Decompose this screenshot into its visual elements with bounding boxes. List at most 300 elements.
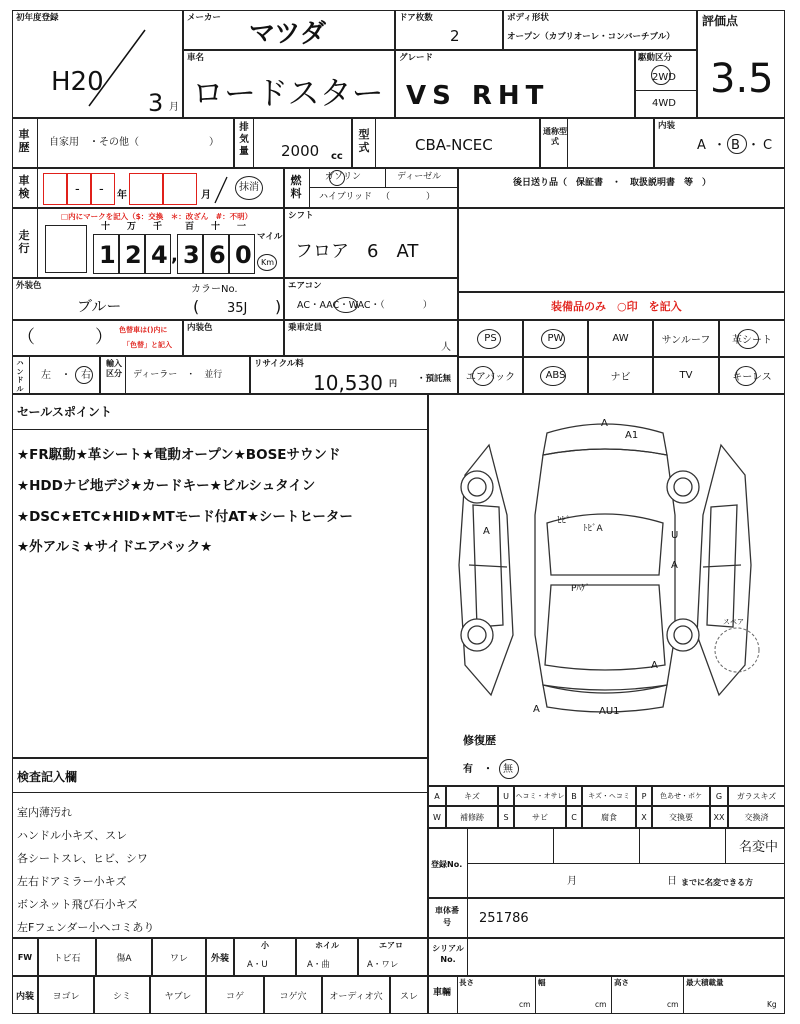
mileage-unit-mile: マイル bbox=[257, 232, 283, 242]
damage-mark-2: A1 bbox=[625, 430, 639, 441]
serial-divider bbox=[467, 939, 468, 975]
drive-2wd: 2WD bbox=[652, 72, 676, 83]
legend-p-text: 色あせ・ボケ bbox=[660, 792, 702, 800]
handle-right-circle bbox=[75, 366, 93, 384]
int-label bbox=[12, 976, 38, 1014]
legend-xx-code-text: XX bbox=[713, 812, 725, 822]
inspection-notes-cell bbox=[12, 758, 428, 938]
int-item-7 bbox=[390, 976, 428, 1014]
doors-value: 2 bbox=[450, 27, 460, 45]
interior-grade-a: A bbox=[697, 138, 706, 153]
repair-none-circle bbox=[499, 759, 519, 779]
inspection-era-box1 bbox=[43, 173, 67, 205]
inspection-month-box2 bbox=[163, 173, 197, 205]
int-item-5 bbox=[264, 976, 322, 1014]
legend-b-code bbox=[566, 786, 582, 806]
ac-label: エアコン bbox=[288, 281, 322, 291]
equip-keyless-label: キーレス bbox=[732, 372, 772, 383]
mileage-digit-6: 0 bbox=[235, 241, 252, 269]
equip-tv-label: TV bbox=[679, 370, 693, 381]
fuel-label: 燃料 bbox=[290, 174, 302, 200]
legend-g-code-text: G bbox=[715, 791, 723, 801]
mileage-digit-5: 6 bbox=[209, 241, 226, 269]
exterior-color-label: 外装色 bbox=[16, 281, 42, 291]
mileage-cell bbox=[12, 208, 284, 278]
fw-item-1-text: トビ石 bbox=[53, 953, 81, 964]
capacity-label: 乗車定員 bbox=[288, 323, 323, 333]
exterior-color-value: ブルー bbox=[77, 297, 122, 315]
recycle-deposit: ・預託無 bbox=[417, 374, 452, 384]
repair-options: 有 ・ bbox=[463, 764, 493, 775]
legend-xx-text: 交換済 bbox=[744, 812, 769, 822]
legend-a-code bbox=[428, 786, 446, 806]
mileage-digit-3: 4 bbox=[151, 241, 168, 269]
dims-height: 高さ bbox=[614, 978, 629, 987]
int-item-7-text: スレ bbox=[399, 991, 418, 1002]
ac-value: AC・AAC・WAC・（ ） bbox=[297, 300, 433, 311]
damage-mark-1: A bbox=[601, 418, 608, 429]
legend-x-code bbox=[636, 806, 652, 828]
inspection-year: 年 bbox=[117, 190, 127, 201]
legend-c bbox=[582, 806, 636, 828]
drive-divider bbox=[636, 90, 698, 91]
equip-pw-label: PW bbox=[547, 333, 564, 344]
legend-b bbox=[582, 786, 636, 806]
capacity-unit: 人 bbox=[441, 342, 451, 353]
first-reg-era: H20 bbox=[51, 67, 104, 97]
displacement-label: 排気量 bbox=[239, 122, 249, 157]
grade-value: VS RHT bbox=[406, 81, 550, 111]
int-label-text: 内装 bbox=[15, 991, 34, 1002]
body-value: オープン（カブリオーレ・コンバーチブル） bbox=[507, 32, 675, 42]
legend-a-code-text: A bbox=[434, 791, 440, 801]
history-options: 自家用 ・その他（ ） bbox=[49, 137, 219, 148]
inspection-notes-divider bbox=[13, 792, 427, 793]
mileage-km-circle bbox=[257, 254, 277, 271]
int-item-3-text: ヤブレ bbox=[164, 991, 192, 1002]
maker-cell bbox=[183, 10, 395, 50]
common-type-cell bbox=[540, 118, 654, 168]
recycle-value: 10,530 bbox=[313, 371, 383, 395]
type-divider bbox=[375, 119, 376, 167]
equip-leather-circle bbox=[737, 329, 759, 349]
equip-airbag-circle bbox=[472, 366, 494, 386]
fw-group-2-title: ホイル bbox=[315, 941, 339, 950]
equip-tv bbox=[653, 357, 719, 394]
fw-item-1 bbox=[38, 938, 96, 976]
legend-s-code-text: S bbox=[503, 812, 509, 822]
ac-cell bbox=[284, 278, 458, 320]
reg-no-sep3 bbox=[725, 829, 726, 863]
car-diagram-cell bbox=[428, 394, 785, 786]
ac-aac-circle bbox=[334, 297, 358, 313]
drive-4wd: 4WD bbox=[652, 98, 676, 109]
legend-xx bbox=[728, 806, 785, 828]
legend-xx-code bbox=[710, 806, 728, 828]
fw-item-3 bbox=[152, 938, 206, 976]
legend-s-code bbox=[498, 806, 514, 828]
equip-title: 装備品のみ ○印 を記入 bbox=[551, 300, 682, 313]
reg-no-sep2 bbox=[639, 829, 640, 863]
damage-mark-10: A bbox=[533, 704, 540, 715]
fw-group-3-value: A・ワレ bbox=[367, 960, 399, 970]
inspection-dash2: - bbox=[99, 182, 104, 197]
interior-grade-label: 内装 bbox=[658, 121, 676, 131]
legend-u-text: ヘコミ・オサレ bbox=[515, 792, 565, 800]
equip-ps-circle bbox=[477, 329, 501, 349]
common-type-divider bbox=[567, 119, 568, 167]
mileage-digit-4: 3 bbox=[183, 241, 200, 269]
legend-w-code-text: W bbox=[433, 812, 441, 822]
equip-airbag-label: エアバック bbox=[465, 372, 516, 383]
drive-label: 駆動区分 bbox=[638, 53, 673, 63]
doors-label: ドア枚数 bbox=[399, 13, 433, 23]
shift-value: フロア 6 AT bbox=[295, 241, 419, 262]
equip-leather-label: 革シート bbox=[732, 335, 772, 346]
score-value: 3.5 bbox=[710, 56, 774, 102]
inspection-slash bbox=[211, 175, 231, 205]
legend-a-text: キズ bbox=[464, 791, 480, 801]
fw-item-2 bbox=[96, 938, 152, 976]
fuel-hdivider bbox=[309, 187, 457, 188]
first-reg-cell bbox=[12, 10, 183, 118]
int-item-1-text: ヨゴレ bbox=[52, 991, 80, 1002]
import-value: ディーラー ・ 並行 bbox=[133, 370, 223, 380]
type-value: CBA-NCEC bbox=[415, 136, 493, 154]
sales-point-4: ★外アルミ★サイドエアバック★ bbox=[17, 539, 213, 555]
recycle-label: リサイクル料 bbox=[254, 359, 304, 369]
damage-mark-5: ﾄﾋﾞA bbox=[583, 524, 603, 534]
first-reg-month-unit: 月 bbox=[169, 102, 179, 113]
legend-g bbox=[728, 786, 785, 806]
fuel-diesel: ディーゼル bbox=[397, 172, 442, 182]
mileage-unit-5: 十 bbox=[211, 222, 221, 232]
grade-label: グレード bbox=[399, 53, 434, 63]
model-value: ロードスター bbox=[192, 74, 384, 112]
fw-group-1 bbox=[234, 938, 296, 976]
legend-x-code-text: X bbox=[641, 812, 647, 822]
color-change-close: ） bbox=[95, 327, 113, 348]
history-divider bbox=[37, 119, 38, 167]
int-item-3 bbox=[150, 976, 206, 1014]
fuel-divider bbox=[309, 169, 310, 207]
exterior-color-cell bbox=[12, 278, 284, 320]
body-cell bbox=[503, 10, 697, 50]
legend-w bbox=[446, 806, 498, 828]
reg-no-hdivider bbox=[467, 863, 784, 864]
legend-s-text: サビ bbox=[532, 812, 548, 822]
sales-point-2: ★HDDナビ地デジ★カードキー★ビルシュタイン bbox=[17, 478, 316, 494]
dims-height-unit: cm bbox=[667, 1000, 679, 1009]
displacement-cell bbox=[234, 118, 352, 168]
inspection-divider bbox=[37, 169, 38, 207]
mileage-unit-3: 千 bbox=[153, 222, 163, 232]
mileage-digit-1: 1 bbox=[99, 241, 116, 269]
maker-label: メーカー bbox=[187, 13, 221, 23]
equip-navi-label: ナビ bbox=[610, 372, 631, 383]
mileage-divider bbox=[37, 209, 38, 277]
inspection-month-box1 bbox=[129, 173, 163, 205]
fw-item-2-text: 傷A bbox=[116, 953, 132, 964]
import-label: 輸入区分 bbox=[106, 359, 122, 378]
maker-value: マツダ bbox=[249, 19, 326, 49]
legend-c-code-text: C bbox=[571, 812, 577, 822]
grade-cell bbox=[395, 50, 635, 118]
note-3: 各シートスレ、ヒビ、シワ bbox=[17, 852, 148, 865]
mileage-note: □内にマークを記入（$：交換 ＊：改ざん #：不明） bbox=[61, 212, 253, 221]
dims-div0 bbox=[457, 977, 458, 1013]
interior-grade-b: B bbox=[731, 138, 740, 153]
dims-width-unit: cm bbox=[595, 1000, 607, 1009]
common-type-label: 通称型式 bbox=[543, 127, 567, 146]
damage-mark-9: A bbox=[651, 660, 658, 671]
int-item-6 bbox=[322, 976, 390, 1014]
equip-keyless-circle bbox=[735, 366, 757, 386]
interior-color-label: 内装色 bbox=[187, 323, 213, 333]
equip-ps-label: PS bbox=[484, 333, 497, 344]
legend-g-text: ガラスキズ bbox=[736, 791, 777, 801]
legend-g-code bbox=[710, 786, 728, 806]
equip-pw-circle bbox=[541, 329, 565, 349]
fuel-gas-circle bbox=[329, 170, 345, 186]
int-item-2-text: シミ bbox=[112, 991, 131, 1002]
car-diagram bbox=[429, 395, 784, 725]
spare-label: スペア bbox=[723, 618, 744, 626]
name-change-month: 月 bbox=[567, 876, 577, 887]
fuel-other: （ ） bbox=[381, 192, 436, 202]
int-item-4-text: コゲ bbox=[225, 991, 244, 1002]
note-5: ボンネット飛び石小キズ bbox=[17, 898, 138, 911]
fuel-vdivider bbox=[385, 169, 386, 187]
damage-mark-11: AU1 bbox=[599, 706, 620, 717]
damage-mark-6: U bbox=[671, 530, 679, 541]
color-change-cell bbox=[12, 320, 183, 356]
fw-ext-label-text: 外装 bbox=[210, 953, 229, 964]
serial-cell bbox=[428, 938, 785, 976]
inspection-cell bbox=[12, 168, 284, 208]
color-change-note1: 色替車は()内に bbox=[119, 326, 168, 334]
note-4: 左右ドアミラー小キズ bbox=[17, 875, 127, 888]
chassis-value: 251786 bbox=[479, 911, 529, 926]
handle-divider bbox=[29, 357, 30, 393]
fw-ext-label bbox=[206, 938, 234, 976]
interior-grade-cell bbox=[654, 118, 785, 168]
fuel-cell bbox=[284, 168, 458, 208]
shift-label: シフト bbox=[288, 211, 314, 221]
handle-value: 左 ・ 右 bbox=[41, 370, 91, 381]
displacement-value: 2000 bbox=[281, 142, 320, 160]
mileage-unit-6: 一 bbox=[237, 222, 247, 232]
name-change-day: 日 bbox=[667, 876, 677, 887]
handle-cell bbox=[12, 356, 100, 394]
inspection-dash1: - bbox=[75, 182, 80, 197]
interior-grade-dot1: ・ bbox=[713, 138, 727, 153]
drive-cell bbox=[635, 50, 697, 118]
legend-p bbox=[652, 786, 710, 806]
mileage-digits bbox=[91, 223, 253, 275]
interior-grade-b-circle bbox=[727, 134, 747, 154]
int-item-2 bbox=[94, 976, 150, 1014]
mileage-unit-2: 万 bbox=[127, 222, 137, 232]
fuel-hybrid: ハイブリッド bbox=[319, 192, 373, 202]
repair-label: 修復歴 bbox=[463, 734, 496, 747]
inspection-month: 月 bbox=[201, 190, 211, 201]
handle-label: ハンドル bbox=[16, 359, 24, 393]
dims-load-unit: Kg bbox=[767, 1000, 777, 1009]
reg-no-cell bbox=[428, 828, 785, 898]
dims-div1 bbox=[535, 977, 536, 1013]
dims-length-unit: cm bbox=[519, 1000, 531, 1009]
dims-length: 長さ bbox=[459, 978, 474, 987]
docs-body-cell bbox=[458, 208, 785, 292]
legend-w-text: 補修跡 bbox=[460, 812, 484, 822]
chassis-divider bbox=[467, 899, 468, 937]
damage-mark-4: ﾋﾋﾞ bbox=[557, 516, 571, 526]
equip-abs-circle bbox=[540, 366, 566, 386]
dims-label: 車輛 bbox=[433, 988, 452, 998]
recycle-cell bbox=[250, 356, 458, 394]
inspection-notes-label: 検査記入欄 bbox=[17, 770, 78, 784]
displacement-unit: cc bbox=[331, 151, 343, 162]
reg-no-label: 登録No. bbox=[431, 860, 463, 869]
sales-points-label: セールスポイント bbox=[17, 405, 112, 419]
equip-aw bbox=[588, 320, 653, 357]
fw-label-text: FW bbox=[17, 952, 33, 962]
legend-c-code bbox=[566, 806, 582, 828]
equip-navi bbox=[588, 357, 653, 394]
legend-p-code bbox=[636, 786, 652, 806]
mileage-unit-4: 百 bbox=[185, 222, 195, 232]
exterior-color-no-value: 35J bbox=[227, 301, 248, 316]
serial-label: シリアルNo. bbox=[432, 944, 464, 964]
legend-s bbox=[514, 806, 566, 828]
fuel-gas: ガソリン bbox=[325, 172, 362, 182]
note-1: 室内薄汚れ bbox=[17, 806, 72, 819]
fw-group-3 bbox=[358, 938, 428, 976]
mileage-unit-km: Km bbox=[261, 258, 275, 267]
type-label: 型式 bbox=[358, 128, 370, 154]
first-reg-month: 3 bbox=[148, 89, 164, 117]
chassis-cell bbox=[428, 898, 785, 938]
model-cell bbox=[183, 50, 395, 118]
damage-mark-7: A bbox=[671, 560, 678, 571]
int-item-6-text: オーディオ穴 bbox=[329, 991, 383, 1002]
fw-group-2-value: A・曲 bbox=[307, 960, 330, 970]
legend-a bbox=[446, 786, 498, 806]
int-item-5-text: コゲ穴 bbox=[279, 991, 307, 1002]
equip-sunroof bbox=[653, 320, 719, 357]
equip-abs-label: ABS bbox=[545, 370, 566, 381]
int-item-4 bbox=[206, 976, 264, 1014]
legend-u-code bbox=[498, 786, 514, 806]
legend-w-code bbox=[428, 806, 446, 828]
dims-div2 bbox=[611, 977, 612, 1013]
score-cell bbox=[697, 10, 785, 118]
reg-no-sep1 bbox=[553, 829, 554, 863]
doors-cell bbox=[395, 10, 503, 50]
mileage-comma: , bbox=[171, 245, 178, 266]
legend-b-code-text: B bbox=[571, 791, 577, 801]
equip-title-cell bbox=[458, 292, 785, 320]
import-cell bbox=[100, 356, 250, 394]
displacement-divider bbox=[253, 119, 254, 167]
history-cell bbox=[12, 118, 234, 168]
mileage-mark-box bbox=[45, 225, 87, 273]
interior-grade-dot2: ・ bbox=[747, 138, 761, 153]
equip-aw-label: AW bbox=[612, 333, 629, 344]
first-reg-label: 初年度登録 bbox=[16, 13, 59, 23]
sales-point-3: ★DSC★ETC★HID★MTモード付AT★シートヒーター bbox=[17, 509, 353, 525]
history-label: 車歴 bbox=[18, 128, 30, 154]
docs-label: 後日送り品（ 保証書 ・ 取扱説明書 等 ） bbox=[513, 178, 712, 188]
type-cell bbox=[352, 118, 540, 168]
chassis-label: 車体番号 bbox=[435, 906, 459, 927]
fw-group-3-title: エアロ bbox=[379, 941, 403, 950]
fw-label bbox=[12, 938, 38, 976]
equip-sunroof-label: サンルーフ bbox=[661, 335, 711, 346]
model-label: 車名 bbox=[187, 53, 205, 63]
exterior-color-paren-open: ( bbox=[193, 297, 200, 316]
sales-point-1: ★FR駆動★革シート★電動オープン★BOSEサウンド bbox=[17, 447, 341, 463]
mileage-digit-2: 2 bbox=[125, 241, 142, 269]
dims-div3 bbox=[683, 977, 684, 1013]
interior-grade-c: C bbox=[763, 138, 773, 153]
inspection-none: 抹消 bbox=[239, 182, 259, 193]
first-reg-slash bbox=[83, 26, 153, 111]
inspection-label: 車検 bbox=[18, 174, 30, 200]
dims-cell bbox=[428, 976, 785, 1014]
score-label: 評価点 bbox=[702, 14, 739, 28]
legend-p-code-text: P bbox=[641, 791, 647, 801]
legend-x bbox=[652, 806, 710, 828]
interior-color-cell bbox=[183, 320, 284, 356]
color-change-open: （ bbox=[17, 327, 35, 348]
mileage-label: 走行 bbox=[18, 229, 30, 255]
exterior-color-no-label: カラーNo. bbox=[191, 284, 238, 295]
shift-cell bbox=[284, 208, 458, 278]
docs-cell bbox=[458, 168, 785, 208]
damage-mark-3: A bbox=[483, 526, 490, 537]
drive-2wd-circle bbox=[651, 65, 671, 85]
fw-group-1-value: A・U bbox=[247, 960, 268, 970]
exterior-color-paren-close: ) bbox=[275, 297, 282, 316]
fw-group-1-title: 小 bbox=[261, 941, 269, 950]
legend-u bbox=[514, 786, 566, 806]
legend-u-code-text: U bbox=[503, 791, 509, 801]
sales-points-cell bbox=[12, 394, 428, 758]
mileage-unit-1: 十 bbox=[101, 222, 111, 232]
fw-group-2 bbox=[296, 938, 358, 976]
sales-points-divider bbox=[13, 429, 427, 430]
dims-load: 最大積載量 bbox=[686, 978, 724, 987]
inspection-none-circle bbox=[235, 176, 263, 200]
body-label: ボディ形状 bbox=[507, 13, 549, 23]
note-6: 左Fフェンダー小ヘコミあり bbox=[17, 921, 155, 934]
repair-none: 無 bbox=[503, 764, 513, 775]
legend-c-text: 腐食 bbox=[601, 812, 617, 822]
legend-b-text: キズ・ヘコミ bbox=[588, 792, 630, 800]
recycle-unit: 円 bbox=[389, 379, 397, 388]
fw-item-3-text: ワレ bbox=[169, 953, 188, 964]
color-change-note2: 「色替」と記入 bbox=[123, 341, 172, 349]
name-change-suffix: までに名変できる方 bbox=[681, 878, 753, 887]
import-divider bbox=[125, 357, 126, 393]
damage-mark-8: Pﾊｹﾞ bbox=[571, 584, 590, 594]
note-2: ハンドル小キズ、スレ bbox=[17, 829, 128, 842]
legend-x-text: 交換要 bbox=[669, 812, 693, 822]
name-change-status: 名変中 bbox=[739, 840, 779, 855]
capacity-cell bbox=[284, 320, 458, 356]
